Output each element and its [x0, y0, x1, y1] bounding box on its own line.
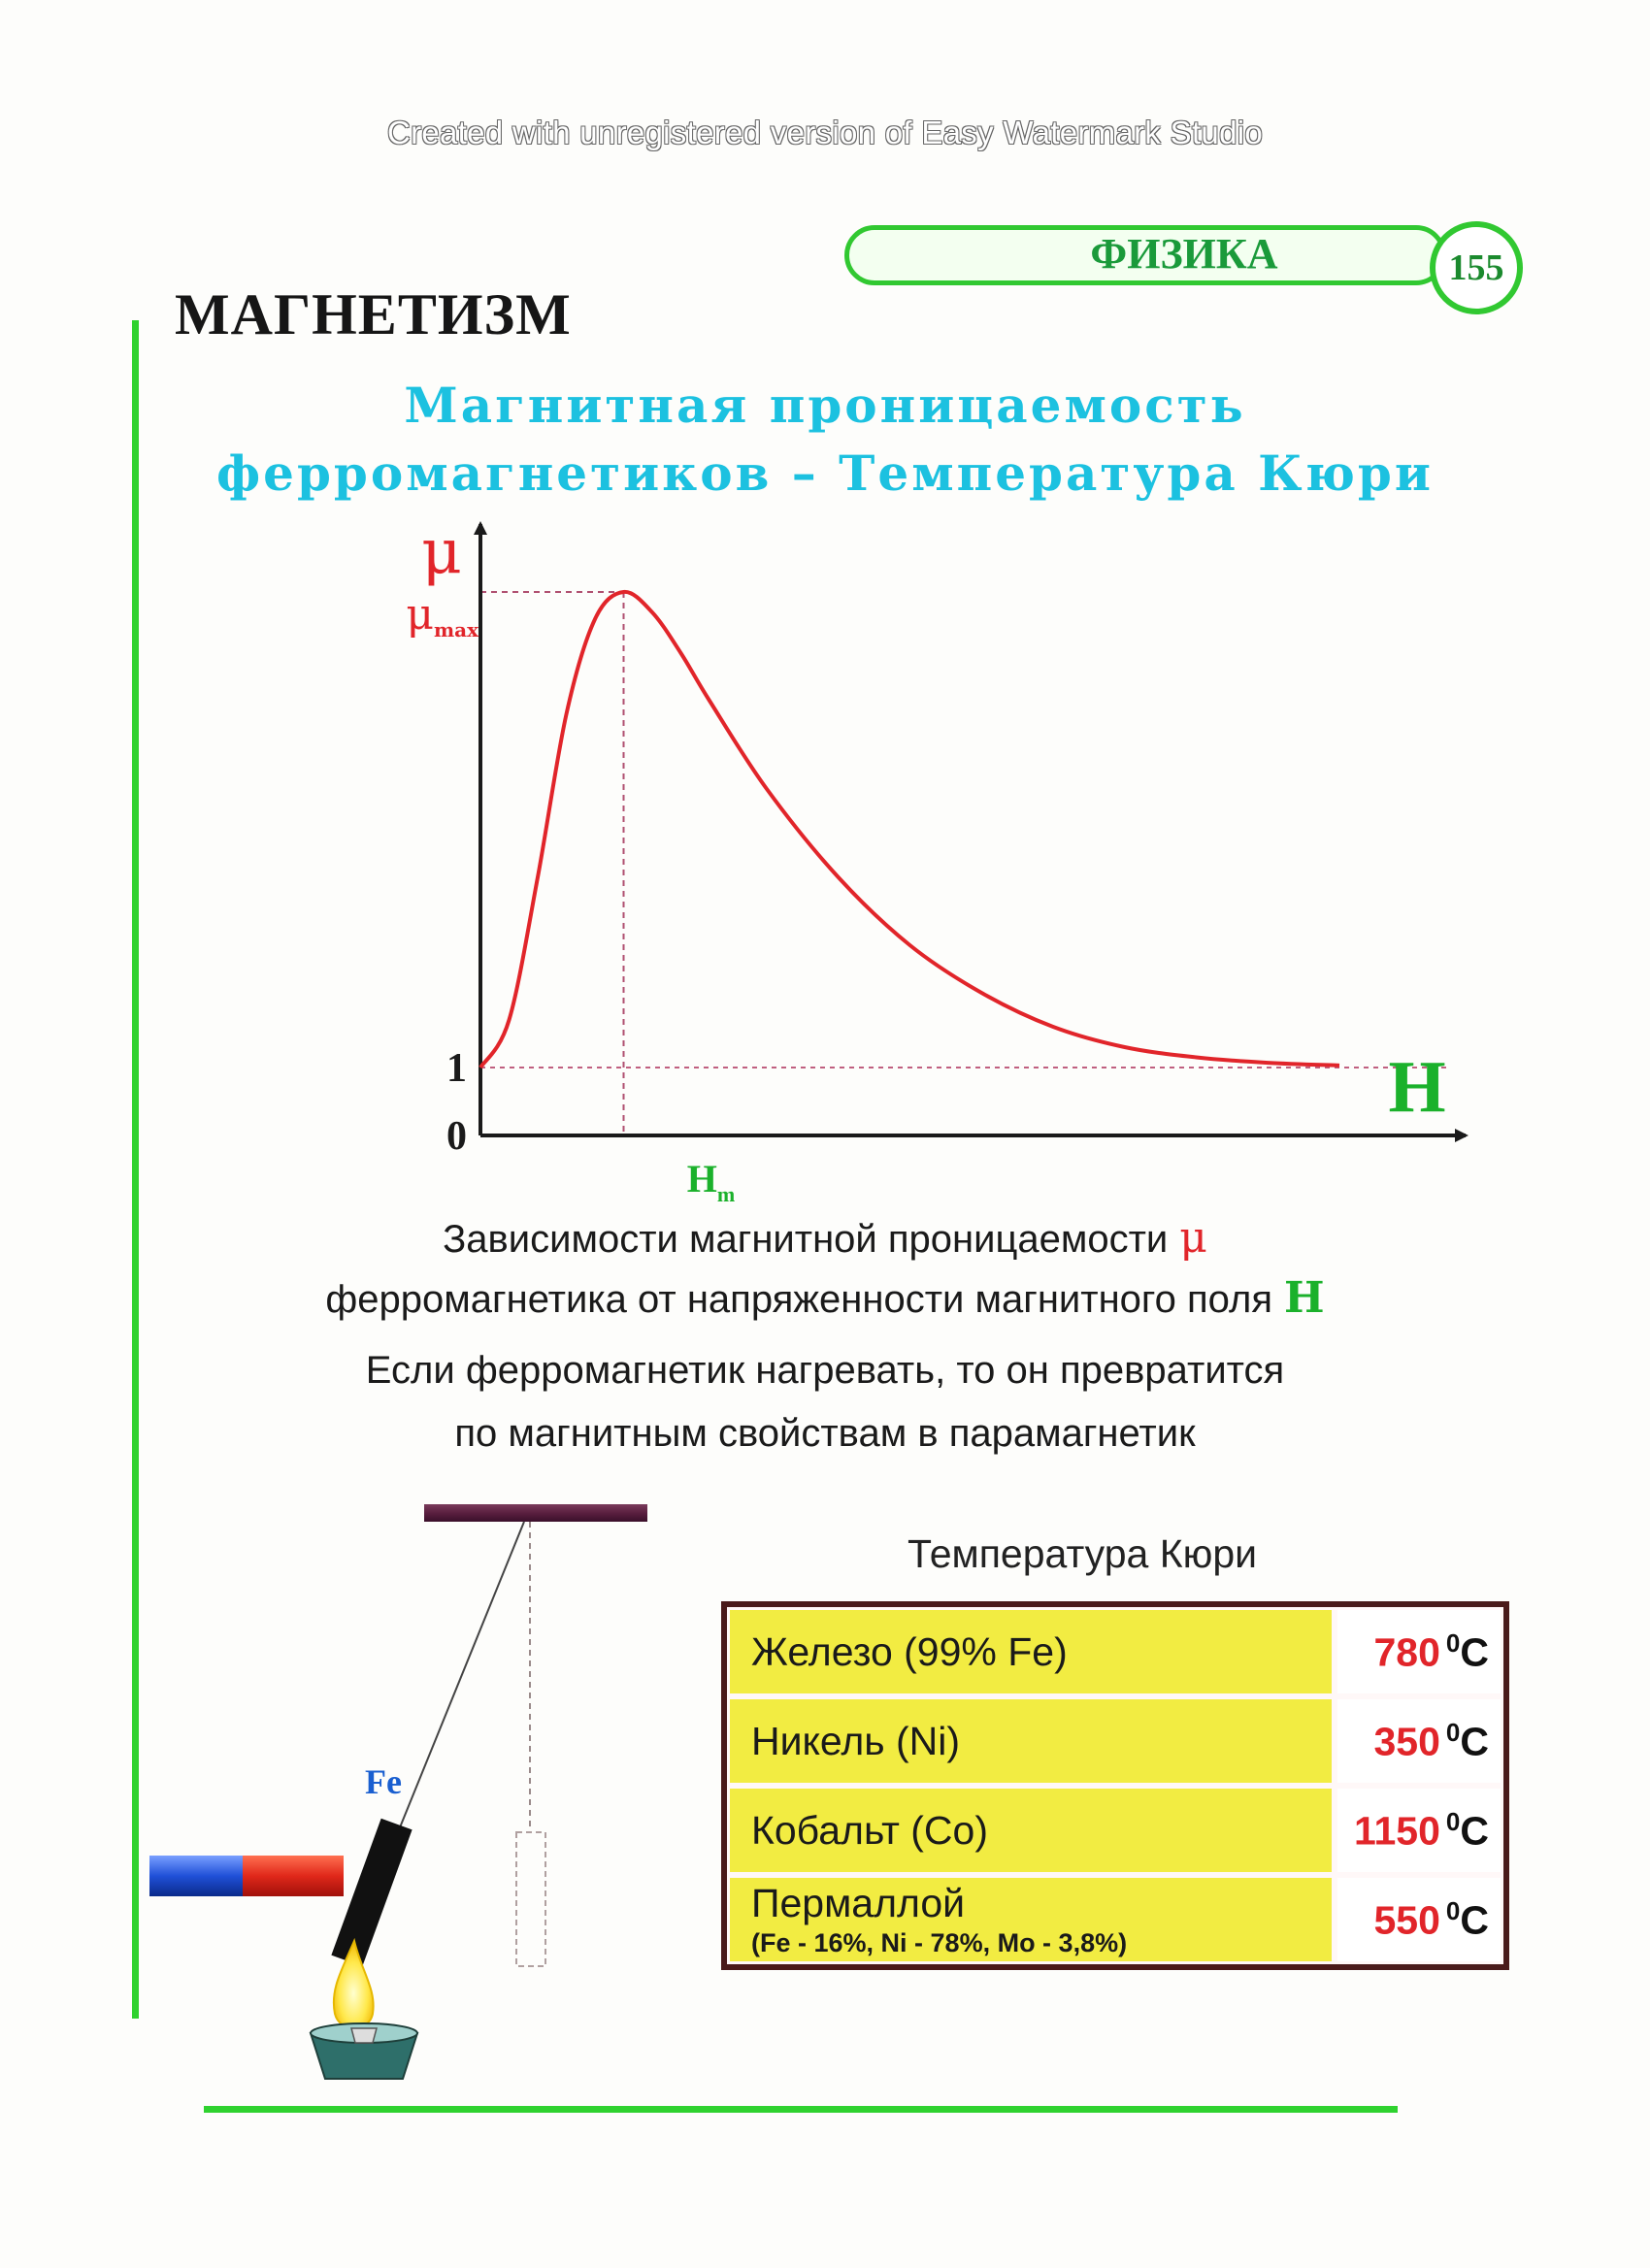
material-cell — [727, 1696, 1335, 1786]
fe-sample-label: Fe — [365, 1762, 402, 1801]
curie-temperature-cell — [1335, 1786, 1503, 1875]
curie-experiment-illustration — [136, 1485, 679, 2106]
caption-text-2: ферромагнетика от напряженности магнитного поля — [325, 1278, 1273, 1321]
page-title-line2: ферромагнетиков – Температура Кюри — [216, 444, 1434, 502]
curie-temperature-cell — [1335, 1607, 1503, 1696]
page-number-badge: 155 — [1430, 221, 1523, 314]
degree-superscript: 0 — [1445, 1627, 1461, 1658]
degree-superscript: 0 — [1445, 1717, 1461, 1747]
section-title: МАГНЕТИЗМ — [175, 282, 572, 346]
celsius-unit: C — [1460, 1897, 1489, 1943]
red-magnet-pole — [243, 1856, 344, 1896]
material-cell — [727, 1786, 1335, 1875]
curie-temperature-table — [721, 1601, 1509, 1970]
caption-h-symbol: H — [1284, 1273, 1325, 1323]
material-cell — [727, 1875, 1335, 1964]
caption-text-1: Зависимости магнитной проницаемости — [443, 1218, 1169, 1261]
permeability-curve — [480, 592, 1339, 1068]
hanging-sample-dashed — [516, 1832, 545, 1966]
curie-table-body — [727, 1607, 1503, 1964]
table-row — [727, 1696, 1503, 1786]
material-name: Железо (99% Fe) — [751, 1628, 1068, 1674]
curie-temperature-value: 550 — [1373, 1897, 1440, 1943]
mu-max-tick-label: μmax — [406, 590, 478, 641]
caption-line-1 — [0, 1213, 1650, 1263]
curie-temperature-value: 350 — [1373, 1719, 1440, 1764]
material-composition-note: (Fe - 16%, Ni - 78%, Mo - 3,8%) — [751, 1928, 1128, 1957]
y-tick-label-zero: 0 — [446, 1114, 467, 1159]
table-row — [727, 1786, 1503, 1875]
suspension-thread — [398, 1522, 524, 1832]
curie-temperature-value: 1150 — [1353, 1808, 1440, 1854]
table-row — [727, 1875, 1503, 1964]
material-name: Пермаллой — [751, 1881, 966, 1925]
x-axis-label-h: H — [1388, 1046, 1446, 1128]
celsius-unit: C — [1460, 1808, 1489, 1854]
material-cell — [727, 1607, 1335, 1696]
degree-superscript: 0 — [1445, 1895, 1461, 1925]
blue-magnet-pole — [149, 1856, 243, 1896]
caption-mu-symbol: μ — [1179, 1213, 1207, 1263]
celsius-unit: C — [1460, 1719, 1489, 1764]
caption-line-2 — [0, 1273, 1650, 1323]
curie-temperature-value: 780 — [1373, 1629, 1440, 1675]
lamp-wick-holder — [351, 2028, 377, 2043]
curie-temperature-cell — [1335, 1875, 1503, 1964]
subject-label: ФИЗИКА — [1090, 230, 1278, 278]
suspension-bar — [424, 1504, 647, 1522]
page-title-line1: Магнитная проницаемость — [404, 377, 1246, 434]
degree-superscript: 0 — [1445, 1806, 1461, 1836]
caption-line-4: по магнитным свойствам в парамагнетик — [454, 1412, 1196, 1455]
watermark-text: Created with unregistered version of Easy Watermark Studio — [386, 115, 1264, 150]
curie-temperature-cell — [1335, 1696, 1503, 1786]
caption-line-3: Если ферромагнетик нагревать, то он превратится — [365, 1349, 1285, 1392]
y-axis-label-mu: μ — [421, 516, 462, 588]
x-tick-label-hm: Hm — [686, 1157, 736, 1203]
material-name: Кобальт (Co) — [751, 1807, 988, 1853]
curie-table-heading: Температура Кюри — [908, 1531, 1258, 1576]
table-row — [727, 1607, 1503, 1696]
celsius-unit: C — [1460, 1629, 1489, 1675]
material-name: Никель (Ni) — [751, 1718, 961, 1763]
bottom-green-rule — [204, 2106, 1398, 2113]
y-tick-label-one: 1 — [446, 1046, 467, 1091]
permeability-chart — [369, 505, 1495, 1203]
